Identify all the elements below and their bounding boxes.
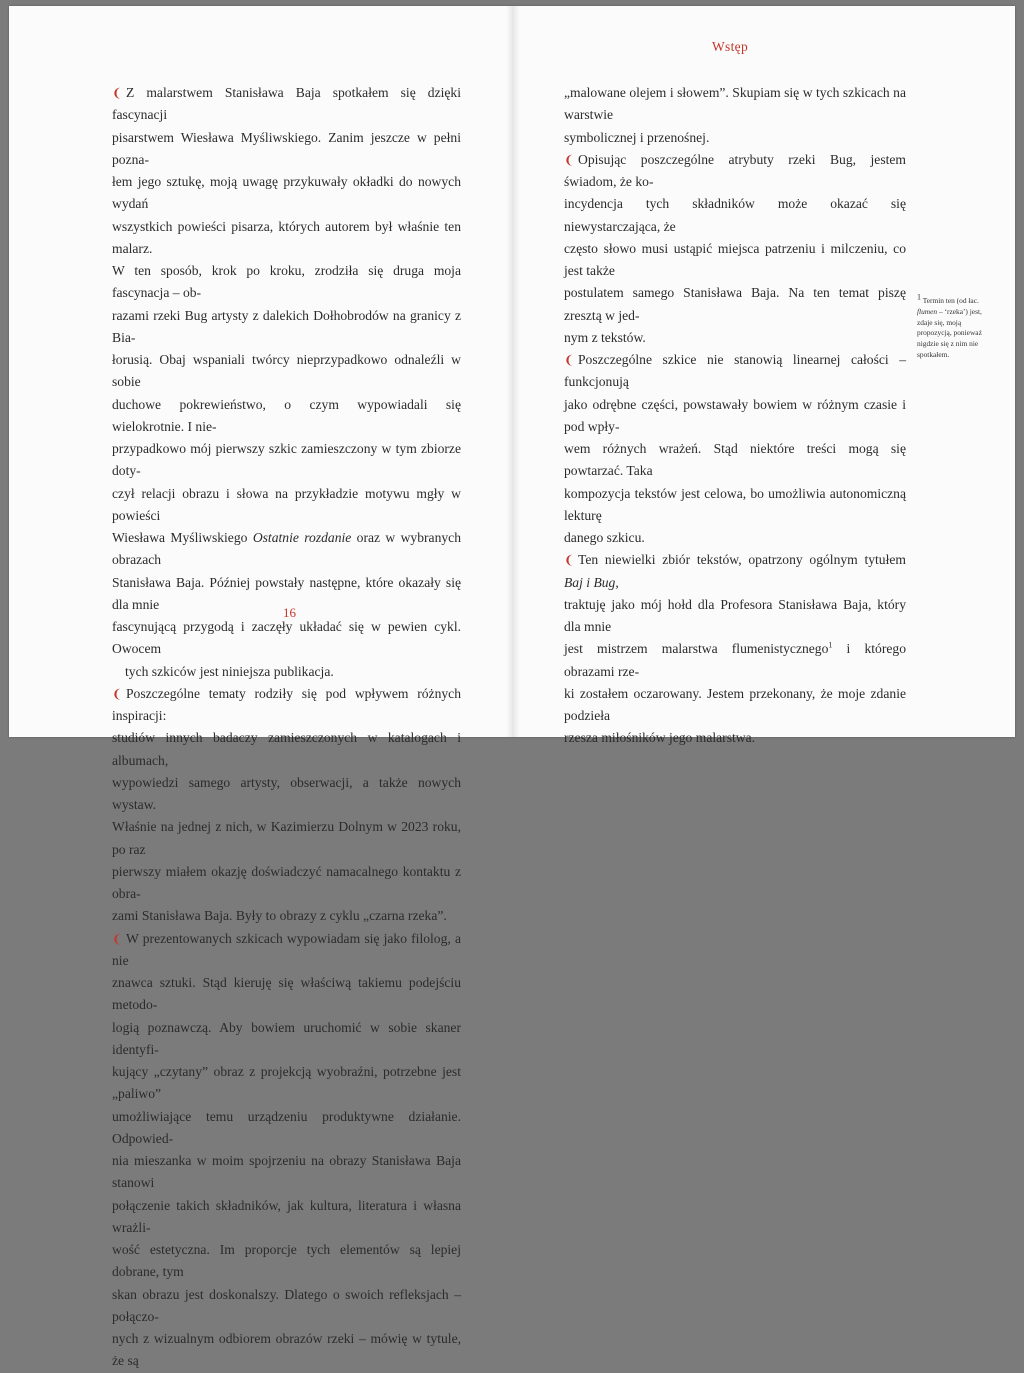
paragraph-mark-icon: ❨	[564, 152, 575, 167]
running-header: Wstęp	[712, 39, 748, 54]
book-gutter	[506, 6, 520, 737]
paragraph-mark-icon: ❨	[112, 86, 123, 100]
right-page-text	[564, 82, 906, 750]
paragraph-mark-icon: ❨	[564, 553, 575, 568]
footnote: $^1$ Termin ten (od łac. flumen – ‘rzeka’) jest, zdaje się, moją propozycją, ponieważ nigdzie się z nim nie spotkałem.	[917, 292, 982, 359]
page-number: 16	[283, 605, 296, 620]
collection-title-italic: Baj i Bug	[564, 574, 616, 590]
paragraph-mark-icon: ❨	[112, 931, 123, 946]
footnote-reference: 1	[828, 640, 833, 650]
paragraph-mark-icon: ❨	[112, 686, 123, 701]
paragraph-3: ❨ W prezentowanych szkicach wypowiadam się jako filolog, a nie znawca sztuki. Stąd kieruję się właściwą takiemu podejściu metodo- logią poznawczą. Aby bowiem uruchomić w sobie skaner identyfi- kujący „czytany” obraz z projekcją wyobraźni, potrzebne jest „paliwo” umożliwiające temu urządzeniu produktywne działanie. Odpowied- nia mieszanka w moim spojrzeniu na obrazy Stanisława Baja stanowi połączenie takich składników, jak kultura, literatura i własna wrażli- wość estetyczna. Im proporcje tych elementów są lepiej dobrane, tym skan obrazu jest doskonalszy. Dlatego o swoich refleksjach – połączo- nych z wizualnym odbiorem obrazów rzeki – mówię w tytule, że są	[112, 928, 461, 1373]
left-page-text	[112, 82, 461, 1373]
paragraph-5: ❨ Poszczególne szkice nie stanowią linearnej całości – funkcjonują jako odrębne części, powstawały bowiem w różnym czasie i pod wpły- wem różnych wrażeń. Stąd niektóre treści mogą się powtarzać. Taka kompozycja tekstów jest celowa, bo umożliwia autonomiczną lekturę danego szkicu.	[564, 349, 906, 549]
footnote-marker: 1	[917, 292, 921, 302]
paragraph-continued: „malowane olejem i słowem”. Skupiam się w tych szkicach na warstwie symbolicznej i przenośnej.	[564, 85, 906, 145]
paragraph-6: ❨ Ten niewielki zbiór tekstów, opatrzony ogólnym tytułem Baj i Bug, traktuję jako mój hołd dla Profesora Stanisława Baja, który dla mnie jest mistrzem malarstwa flumenistycznego$^1$ i którego obrazami rze- ki zostałem oczarowany. Jestem przekonany, że moje zdanie podzieła rzesza miłośników jego malarstwa.	[564, 549, 906, 749]
paragraph-4: ❨ Opisując poszczególne atrybuty rzeki Bug, jestem świadom, że ko- incydencja tych składników może okazać się niewystarczająca, że często słowo musi ustąpić miejsca patrzeniu i milczeniu, co jest także postulatem samego Stanisława Baja. Na ten temat piszę zresztą w jed- nym z tekstów.	[564, 149, 906, 349]
paragraph-1: ❨ Z malarstwem Stanisława Baja spotkałem się dzięki fascynacji pisarstwem Wiesława Myśliwskiego. Zanim jeszcze w pełni pozna- łem jego sztukę, moją uwagę przykuwały okładki do nowych wydań wszystkich powieści pisarza, których autorem był właśnie ten malarz. W ten sposób, krok po kroku, zrodziła się druga moja fascynacja – ob- razami rzeki Bug artysty z dalekich Dołhobrodów na granicy z Bia- łorusią. Obaj wspaniali twórcy nieprzypadkowo odnaleźli w sobie duchowe pokrewieństwo, o czym wypowiadali się wielokrotnie. I nie- przypadkowo mój pierwszy szkic zamieszczony w tym zbiorze doty- czył relacji obrazu i słowa na przykładzie motywu mgły w powieści Wiesława Myśliwskiego Ostatnie rozdanie oraz w wybranych obrazach Stanisława Baja. Później powstały następne, które okazały się dla mnie fascynującą przygodą i zaczęły układać się w pewien cykl. Owocem tych szkiców jest niniejsza publikacja.	[112, 82, 461, 683]
paragraph-mark-icon: ❨	[564, 353, 575, 367]
book-title-italic: Ostatnie rozdanie	[252, 530, 352, 545]
paragraph-2: ❨ Poszczególne tematy rodziły się pod wpływem różnych inspiracji: studiów innych badaczy zamieszczonych w katalogach i albumach, wypowiedzi samego artysty, obserwacji, a także nowych wystaw. Właśnie na jednej z nich, w Kazimierzu Dolnym w 2023 roku, po raz pierwszy miałem okazję doświadczyć namacalnego kontaktu z obra- zami Stanisława Baja. Były to obrazy z cyklu „czarna rzeka”.	[112, 683, 461, 928]
